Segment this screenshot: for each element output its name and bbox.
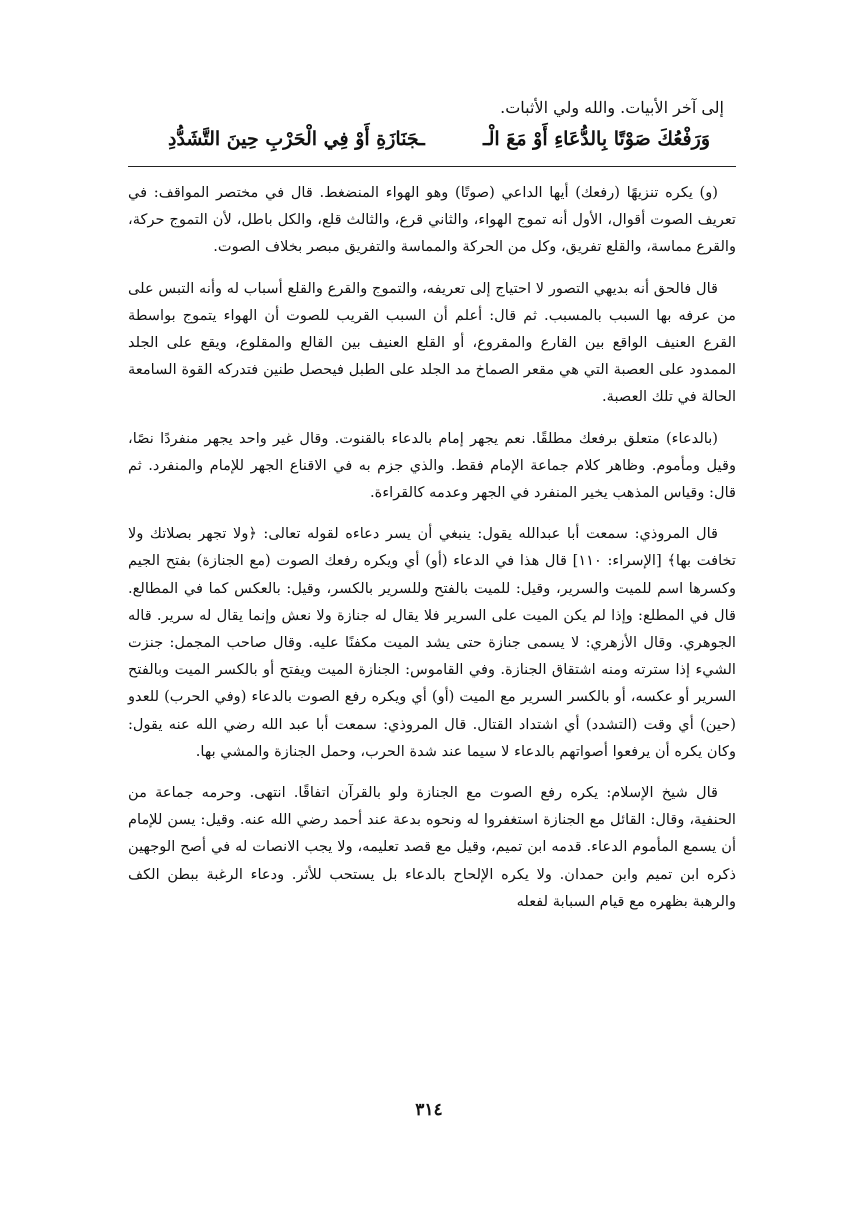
verse-hemistich-first: وَرَفْعُكَ صَوْتًا بِالدُّعَاءِ أَوْ مَعَ الْـ [483,128,710,150]
page-body [128,94,736,929]
paragraph-1: (و) يكره تنزيهًا (رفعك) أيها الداعي (صوتًا) وهو الهواء المنضغط. قال في مختصر المواقف: في تعريف الصوت أقوال، الأول أنه تموج الهواء، والثاني قرع، والثالث قلع، والكل باطل، لأن التموج حركة، والقرع مماسة، والقلع تفريق، وكل من الحركة والمماسة والتفريق مبصر بخلاف الصوت. [128,184,736,256]
paragraph-4: قال المروذي: سمعت أبا عبدالله يقول: ينبغي أن يسر دعاءه لقوله تعالى: ﴿ولا تجهر بصلاتك ولا تخافت بها﴾ [الإسراء: ١١٠] قال هذا في الدعاء (أو) أي ويكره رفعك الصوت (مع الجنازة) بفتح الجيم وكسرها اسم للميت والسرير، وقيل: للميت بالفتح وللسرير بالكسر، وقيل: بالعكس كما في المطالع. قال في المطلع: وإذا لم يكن الميت على السرير فلا يقال له جنازة ولا نعش وإنما يقال له سرير. قاله الجوهري. وقال الأزهري: لا يسمى جنازة حتى يشد الميت مكفنًا عليه. وقال صاحب المجمل: جنزت الشيء إذا سترته ومنه اشتقاق الجنازة. وفي القاموس: الجنازة الميت ويفتح أو بالكسر الميت وبالفتح السرير أو عكسه، أو بالكسر السرير مع الميت (أو) أي ويكره رفع الصوت بالدعاء (وفي الحرب) للعدو (حين) أي وقت (التشدد) أي اشتداد القتال. قال المروذي: سمعت أبا عبد الله رضي الله عنه يقول: وكان يكره أن يرفعوا أصواتهم بالدعاء لا سيما عند شدة الحرب، وحمل الجنازة والمشي بها. [128,525,736,760]
paragraph-5: قال شيخ الإسلام: يكره رفع الصوت مع الجنازة ولو بالقرآن اتفاقًا. انتهى. وحرمه جماعة من الحنفية، وقال: القائل مع الجنازة استغفروا له ونحوه بدعة عند أحمد رضي الله عنه. وقيل: يسن للإمام أن يسمع المأموم الدعاء. قدمه ابن تميم، وقيل مع قصد تعليمه، ولا يجب الانصات له في أصح الوجهين ذكره ابن تميم وابن حمدان. ولا يكره الإلحاح بالدعاء بل يستحب للأثر. ودعاء الرغبة ببطن الكف والرهبة بظهره مع قيام السبابة لفعله [128,784,736,910]
intro-line: إلى آخر الأبيات. والله ولي الأثبات. [500,98,724,117]
poem-verse [128,122,736,156]
paragraph-2: قال فالحق أنه بديهي التصور لا احتياج إلى تعريفه، والتموج والقرع والقلع أسباب له وأنه التبس على من عرفه بها السبب بالمسبب. ثم قال: أعلم أن السبب القريب للصوت أن الهواء يتموج بواسطة القرع العنيف الواقع بين القارع والمقروع، أو القلع العنيف بين القالع والمقلوع، ويقع على الجلد الممدود على العصبة التي هي مقعر الصماخ مد الجلد على الطبل فيحصل طنين فتدركه القوة السامعة الحالة في تلك العصبة. [128,279,736,406]
verse-hemistich-second: ـجَنَازَةِ أَوْ فِي الْحَرْبِ حِينَ التَّشَدُّدِ [168,128,425,150]
separator-rule [128,166,736,167]
page-number: ٣١٤ [415,1100,443,1120]
paragraph-3: (بالدعاء) متعلق برفعك مطلقًا. نعم يجهر إمام بالدعاء بالقنوت. وقال غير واحد يجهر منفردًا نصًا، وقيل ومأموم. وظاهر كلام جماعة الإمام فقط. والذي جزم به في الاقناع الجهر للإمام والمنفرد. ثم قال: وقياس المذهب يخير المنفرد في الجهر وعدمه كالقراءة. [128,429,736,502]
